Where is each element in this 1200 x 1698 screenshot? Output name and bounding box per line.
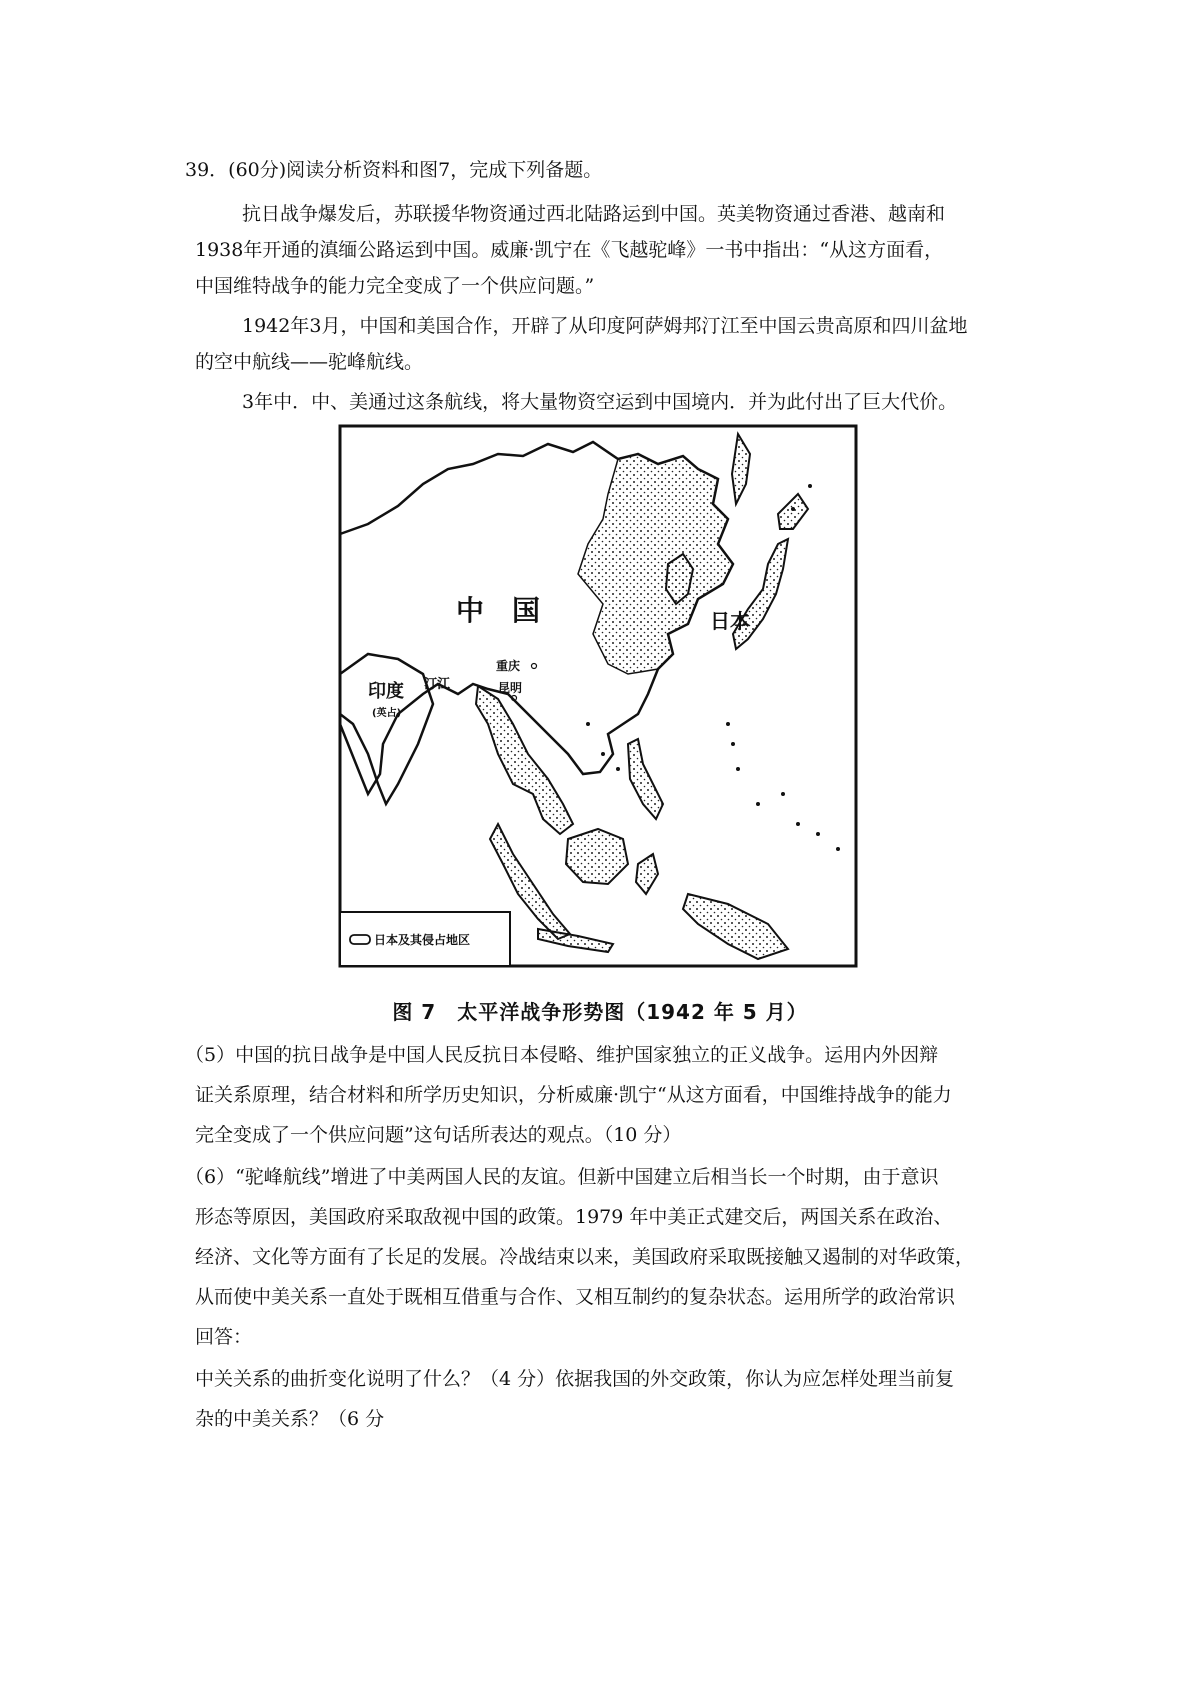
pacific-islands-dot bbox=[816, 832, 820, 836]
pacific-islands-dot bbox=[736, 767, 740, 771]
material-paragraph: 1942年3月，中国和美国合作，开辟了从印度阿萨姆邦汀江至中国云贵高原和四川盆地 bbox=[242, 315, 968, 337]
question-6-line: 经济、文化等方面有了长足的发展。冷战结束以来，美国政府采取既接触又遏制的对华政策， bbox=[195, 1246, 975, 1268]
question-6-line: 中关关系的曲折变化说明了什么？（4 分）依据我国的外交政策，你认为应怎样处理当前复 bbox=[195, 1368, 955, 1390]
material-paragraph: 的空中航线——驼峰航线。 bbox=[195, 351, 424, 373]
material-paragraph: 3年中．中、美通过这条航线，将大量物资空运到中国境内．并为此付出了巨大代价。 bbox=[242, 391, 958, 413]
pacific-islands-dot bbox=[601, 752, 605, 756]
question-6-line: （6）“驼峰航线”增进了中美两国人民的友谊。但新中国建立后相当长一个时期，由于意识 bbox=[185, 1166, 939, 1188]
pacific-islands-dot bbox=[796, 822, 800, 826]
pacific-islands-dot bbox=[586, 722, 590, 726]
label-india: 印度 bbox=[368, 681, 404, 702]
label-chongqing: 重庆 bbox=[496, 659, 521, 673]
label-kunming: 昆明 bbox=[498, 681, 523, 695]
pacific-islands-dot bbox=[616, 767, 620, 771]
material-paragraph: 抗日战争爆发后，苏联援华物资通过西北陆路运到中国。英美物资通过香港、越南和 bbox=[242, 203, 946, 225]
question-6-line: 形态等原因，美国政府采取敌视中国的政策。1979 年中美正式建交后，两国关系在政治、 bbox=[195, 1206, 953, 1228]
pacific-islands-dot bbox=[756, 802, 760, 806]
figure-caption: 图 7 太平洋战争形势图（1942 年 5 月） bbox=[392, 1000, 808, 1024]
pacific-islands-dot bbox=[808, 484, 812, 488]
question-header: 39．(60分)阅读分析资料和图7，完成下列备题。 bbox=[185, 159, 603, 181]
question-6-line: 杂的中美关系？（6 分 bbox=[195, 1408, 385, 1430]
pacific-islands-dot bbox=[731, 742, 735, 746]
question-5-line: 完全变成了一个供应问题”这句话所表达的观点。（10 分） bbox=[195, 1124, 682, 1146]
label-india-note: (英占) bbox=[372, 708, 402, 719]
question-5-line: （5）中国的抗日战争是中国人民反抗日本侵略、维护国家独立的正义战争。运用内外因辩 bbox=[185, 1044, 939, 1066]
pacific-islands-dot bbox=[836, 847, 840, 851]
label-dinjan: 汀江 bbox=[424, 677, 451, 692]
material-paragraph: 中国维特战争的能力完全变成了一个供应问题。” bbox=[195, 275, 595, 297]
question-6-line: 回答： bbox=[195, 1326, 253, 1348]
pacific-islands-dot bbox=[781, 792, 785, 796]
pacific-islands-dot bbox=[726, 722, 730, 726]
material-paragraph: 1938年开通的滇缅公路运到中国。威廉·凯宁在《飞越驼峰》一书中指出：“从这方面看， bbox=[195, 239, 944, 261]
question-6-line: 从而使中美关系一直处于既相互借重与合作、又相互制约的复杂状态。运用所学的政治常识 bbox=[195, 1286, 956, 1308]
question-5-line: 证关系原理，结合材料和所学历史知识，分析威廉·凯宁“从这方面看，中国维持战争的能力 bbox=[195, 1084, 952, 1106]
legend-label: 日本及其侵占地区 bbox=[374, 933, 471, 947]
label-china: 中 国 bbox=[456, 594, 541, 627]
label-japan: 日本 bbox=[710, 609, 750, 633]
pacific-war-map bbox=[338, 424, 858, 968]
pacific-islands-dot bbox=[791, 507, 795, 511]
